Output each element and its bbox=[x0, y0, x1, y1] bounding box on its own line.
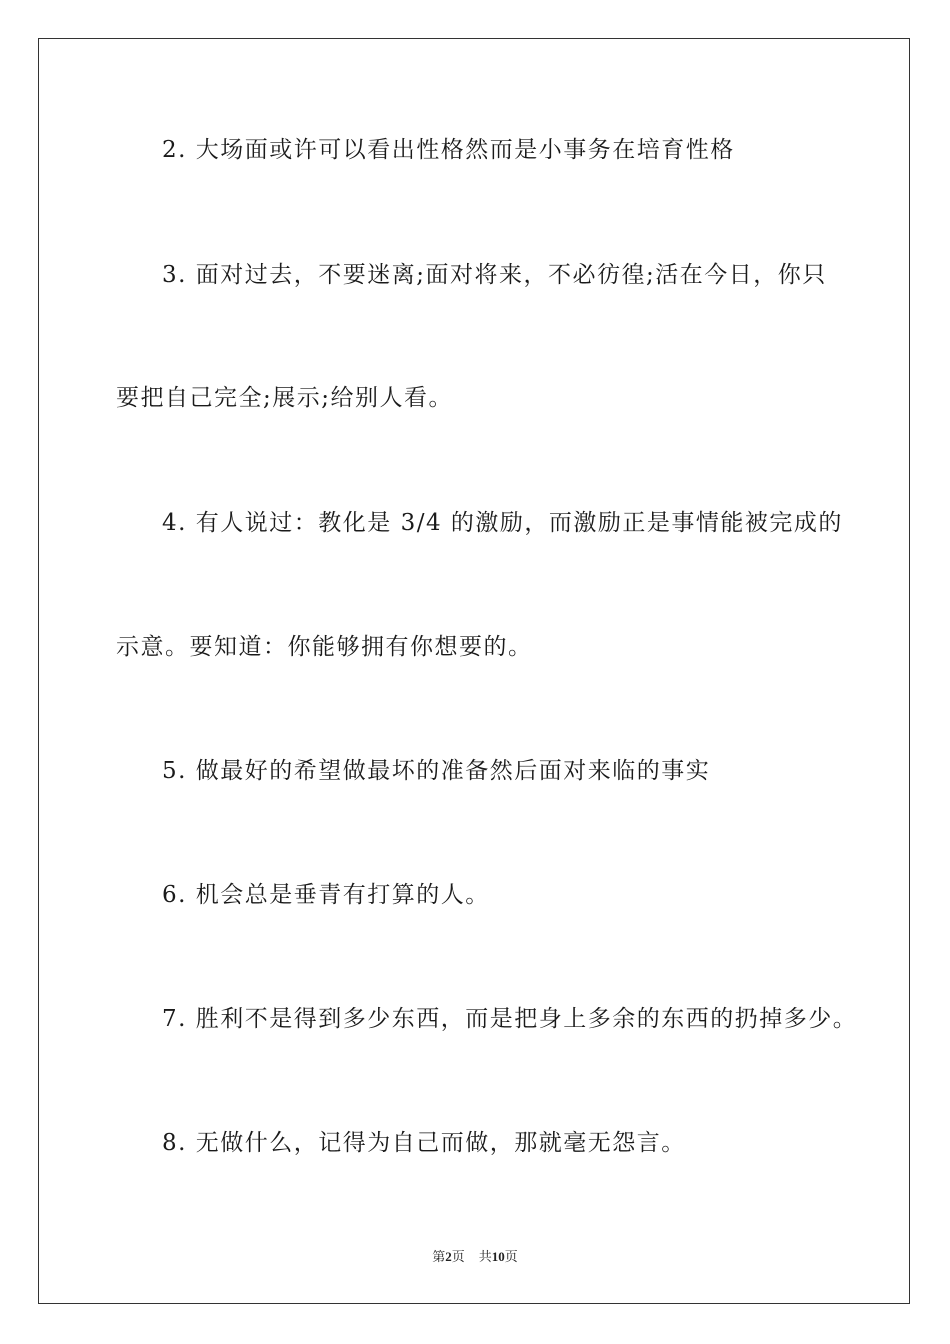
page-border bbox=[38, 38, 910, 1304]
footer-page-number: 2 bbox=[445, 1249, 452, 1264]
paragraph-item-8: 8. 无做什么，记得为自己而做，那就毫无怨言。 bbox=[162, 1130, 686, 1156]
footer-page-suffix: 页 bbox=[451, 1249, 465, 1264]
footer-page-prefix: 第 bbox=[432, 1249, 446, 1264]
paragraph-item-5: 5. 做最好的希望做最坏的准备然后面对来临的事实 bbox=[162, 758, 711, 784]
paragraph-item-3-line-2: 要把自己完全;展示;给别人看。 bbox=[116, 385, 453, 411]
footer-total-prefix: 共 bbox=[478, 1249, 492, 1264]
footer-total-number: 10 bbox=[491, 1249, 505, 1264]
paragraph-item-7: 7. 胜利不是得到多少东西，而是把身上多余的东西的扔掉多少。 bbox=[162, 1006, 858, 1032]
paragraph-item-6: 6. 机会总是垂青有打算的人。 bbox=[162, 882, 490, 908]
paragraph-item-4-line-2: 示意。要知道：你能够拥有你想要的。 bbox=[116, 634, 533, 660]
paragraph-item-2: 2. 大场面或许可以看出性格然而是小事务在培育性格 bbox=[162, 137, 735, 163]
paragraph-item-4-line-1: 4. 有人说过：教化是 3/4 的激励，而激励正是事情能被完成的 bbox=[162, 510, 843, 536]
footer-total-suffix: 页 bbox=[504, 1249, 518, 1264]
paragraph-item-3-line-1: 3. 面对过去，不要迷离;面对将来，不必彷徨;活在今日，你只 bbox=[162, 262, 827, 288]
page-footer bbox=[0, 1246, 950, 1265]
